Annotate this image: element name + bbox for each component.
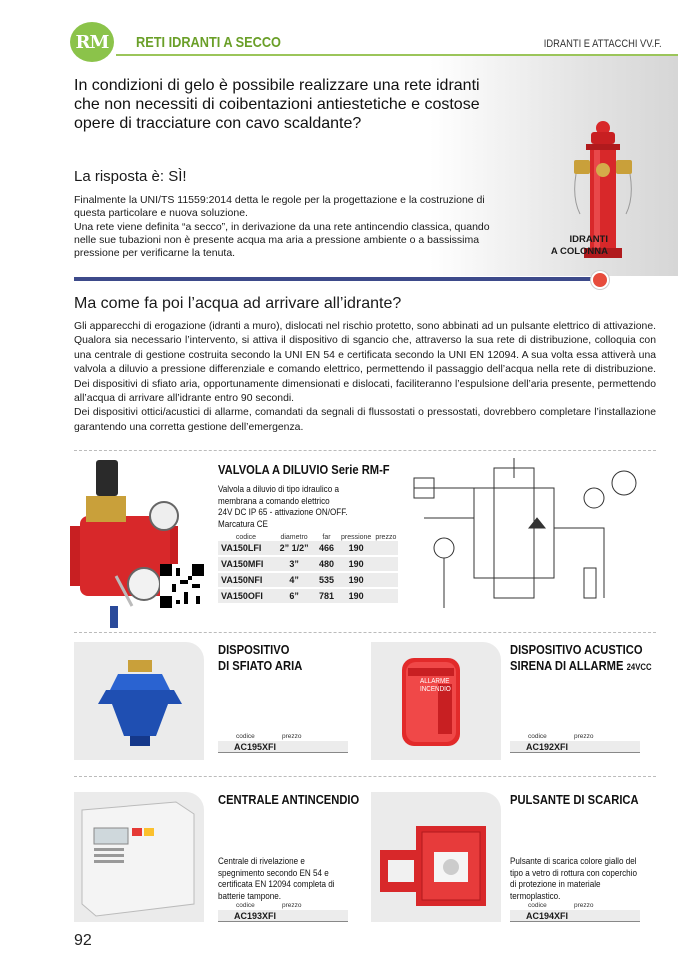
- body-paragraph-1: Gli apparecchi di erogazione (idranti a muro), dislocati nel rischio protetto, sono abbinati ad un pulsante elettrico di attivazione. Qualora sia necessario l’intervento, si attiva il dispositivo di sgancio che, attraverso la sua rete di distribuzione, colloquia con una centrale di gestione costruita secondo la UNI EN 54 e certificata secondo la UNI EN 12094. A sua volta essa attiverà una valvola a diluvio a pressione differenziale e comando elettrico, permettendo il passaggio dell’acqua nella rete di distribuzione. Dei dispositivi di sfiato aria, opportunamente dimensionati e dislocati, faciliteranno l’espulsione dell’aria presente, permettendo all’acqua di arrivare all’idrante entro 90 secondi.: [74, 321, 656, 405]
- cell: 781: [314, 588, 338, 604]
- air-vent-photo: [92, 660, 188, 748]
- table-row: [218, 541, 398, 556]
- siren-voltage: 24VCC: [626, 662, 652, 672]
- siren-title: [510, 642, 652, 675]
- hydrant-caption-line2: A COLONNA: [550, 246, 608, 257]
- price-label: prezzo: [282, 733, 302, 740]
- page-number: 92: [74, 932, 92, 949]
- air-vent-code: AC195XFI: [218, 741, 348, 753]
- cell: [374, 588, 398, 604]
- valve-desc-1: Valvola a diluvio di tipo idraulico a membrana a comando elettrico: [218, 484, 339, 506]
- panel-description: Centrale di rivelazione e spegnimento secondo EN 54 e certificata EN 12094 completa di batterie tampone.: [218, 856, 335, 901]
- section-heading: Ma come fa poi l’acqua ad arrivare all’idrante?: [74, 295, 402, 312]
- section-divider: [74, 277, 604, 281]
- code-label: codice: [528, 902, 547, 909]
- control-panel-photo: [76, 800, 200, 920]
- code-label: codice: [236, 902, 255, 909]
- table-row: [218, 588, 398, 604]
- valve-desc-3: Marcatura CE: [218, 518, 268, 529]
- siren-label-text: ALLARME INCENDIO: [420, 678, 451, 693]
- table-row: [218, 556, 398, 572]
- cell: 3”: [274, 556, 314, 572]
- cell: 480: [314, 556, 338, 572]
- button-code: AC194XFI: [510, 910, 640, 922]
- button-description: Pulsante di scarica colore giallo del tipo a vetro di rottura con coperchio di protezione in materiale termoplastico.: [510, 856, 637, 901]
- qr-code[interactable]: [160, 564, 204, 608]
- siren-title-2-text: SIRENA DI ALLARME: [510, 658, 624, 673]
- cell: [374, 541, 398, 556]
- brand-logo: RM: [70, 22, 114, 62]
- button-title: PULSANTE DI SCARICA: [510, 792, 639, 807]
- cell: VA150MFI: [218, 556, 274, 572]
- divider: [74, 450, 656, 451]
- body-paragraph-2: Dei dispositivi ottici/acustici di allarme, comandati da segnali di flussostati o pressostati, dovrebbero completare l’installazione garantendo una corretta gestione dell’emergenza.: [74, 407, 656, 433]
- release-button-photo: [376, 820, 496, 916]
- divider: [74, 632, 656, 633]
- col-far: far: [322, 534, 331, 541]
- cell: VA150NFI: [218, 572, 274, 588]
- cell: 535: [314, 572, 338, 588]
- air-vent-title-1: DISPOSITIVO: [218, 642, 290, 657]
- air-vent-title: [218, 642, 302, 674]
- cell: 4”: [274, 572, 314, 588]
- col-codice: codice: [235, 534, 257, 541]
- divider: [74, 776, 656, 777]
- code-label: codice: [236, 733, 255, 740]
- cell: VA150OFI: [218, 588, 274, 604]
- valve-spec-table: [218, 534, 398, 605]
- price-label: prezzo: [574, 902, 594, 909]
- valve-description: [218, 484, 371, 530]
- cell: 2” 1/2”: [274, 541, 314, 556]
- cell: 190: [339, 556, 374, 572]
- hydrant-caption: [548, 234, 608, 258]
- hydrant-caption-line1: IDRANTI: [569, 234, 608, 245]
- intro-p1: Finalmente la UNI/TS 11559:2014 detta le regole per la progettazione e la costruzione di questa particolare e nuova soluzione.: [74, 194, 485, 220]
- cell: 6”: [274, 588, 314, 604]
- siren-title-2: [510, 658, 652, 675]
- air-vent-title-2: DI SFIATO ARIA: [218, 658, 303, 673]
- cell: 190: [339, 541, 374, 556]
- intro-question: In condizioni di gelo è possibile realizzare una rete idranti che non necessiti di coibentazioni antiestetiche e costose opere di tracciature con cavo scaldante?: [74, 77, 480, 132]
- page-title: RETI IDRANTI A SECCO: [136, 34, 281, 51]
- divider-dot: [591, 271, 609, 289]
- valve-schematic: [404, 458, 656, 618]
- cell: 466: [314, 541, 338, 556]
- col-prezzo: prezzo: [375, 534, 397, 541]
- cell: [374, 556, 398, 572]
- price-label: prezzo: [574, 733, 594, 740]
- panel-code-box: [218, 902, 348, 924]
- section-label: IDRANTI E ATTACCHI VV.F.: [544, 38, 662, 50]
- panel-title: CENTRALE ANTINCENDIO: [218, 792, 360, 807]
- cell: [374, 572, 398, 588]
- button-code-box: [510, 902, 640, 924]
- table-row: [218, 572, 398, 588]
- cell: VA150LFI: [218, 541, 274, 556]
- intro-paragraph: [74, 194, 504, 260]
- siren-code: AC192XFI: [510, 741, 640, 753]
- col-diametro: diametro: [280, 534, 308, 541]
- siren-photo: [398, 654, 464, 750]
- valve-title: VALVOLA A DILUVIO Serie RM-F: [218, 462, 390, 477]
- col-pressione: pressione: [340, 534, 372, 541]
- intro-p2: Una rete viene definita “a secco”, in derivazione da una rete antincendio classica, quando nelle sue tubazioni non è presente acqua ma aria a pressione ambiente o a bassissima pressione per verificarne la tenuta.: [74, 220, 490, 260]
- section-body: [74, 320, 656, 435]
- code-label: codice: [528, 733, 547, 740]
- intro-answer: La risposta è: SÌ!: [74, 168, 187, 185]
- siren-code-box: [510, 733, 640, 755]
- siren-title-1: DISPOSITIVO ACUSTICO: [510, 642, 643, 657]
- cell: 190: [339, 588, 374, 604]
- price-label: prezzo: [282, 902, 302, 909]
- valve-desc-2: 24V DC IP 65 - attivazione ON/OFF.: [218, 507, 348, 518]
- panel-code: AC193XFI: [218, 910, 348, 922]
- air-vent-code-box: [218, 733, 348, 755]
- cell: 190: [339, 572, 374, 588]
